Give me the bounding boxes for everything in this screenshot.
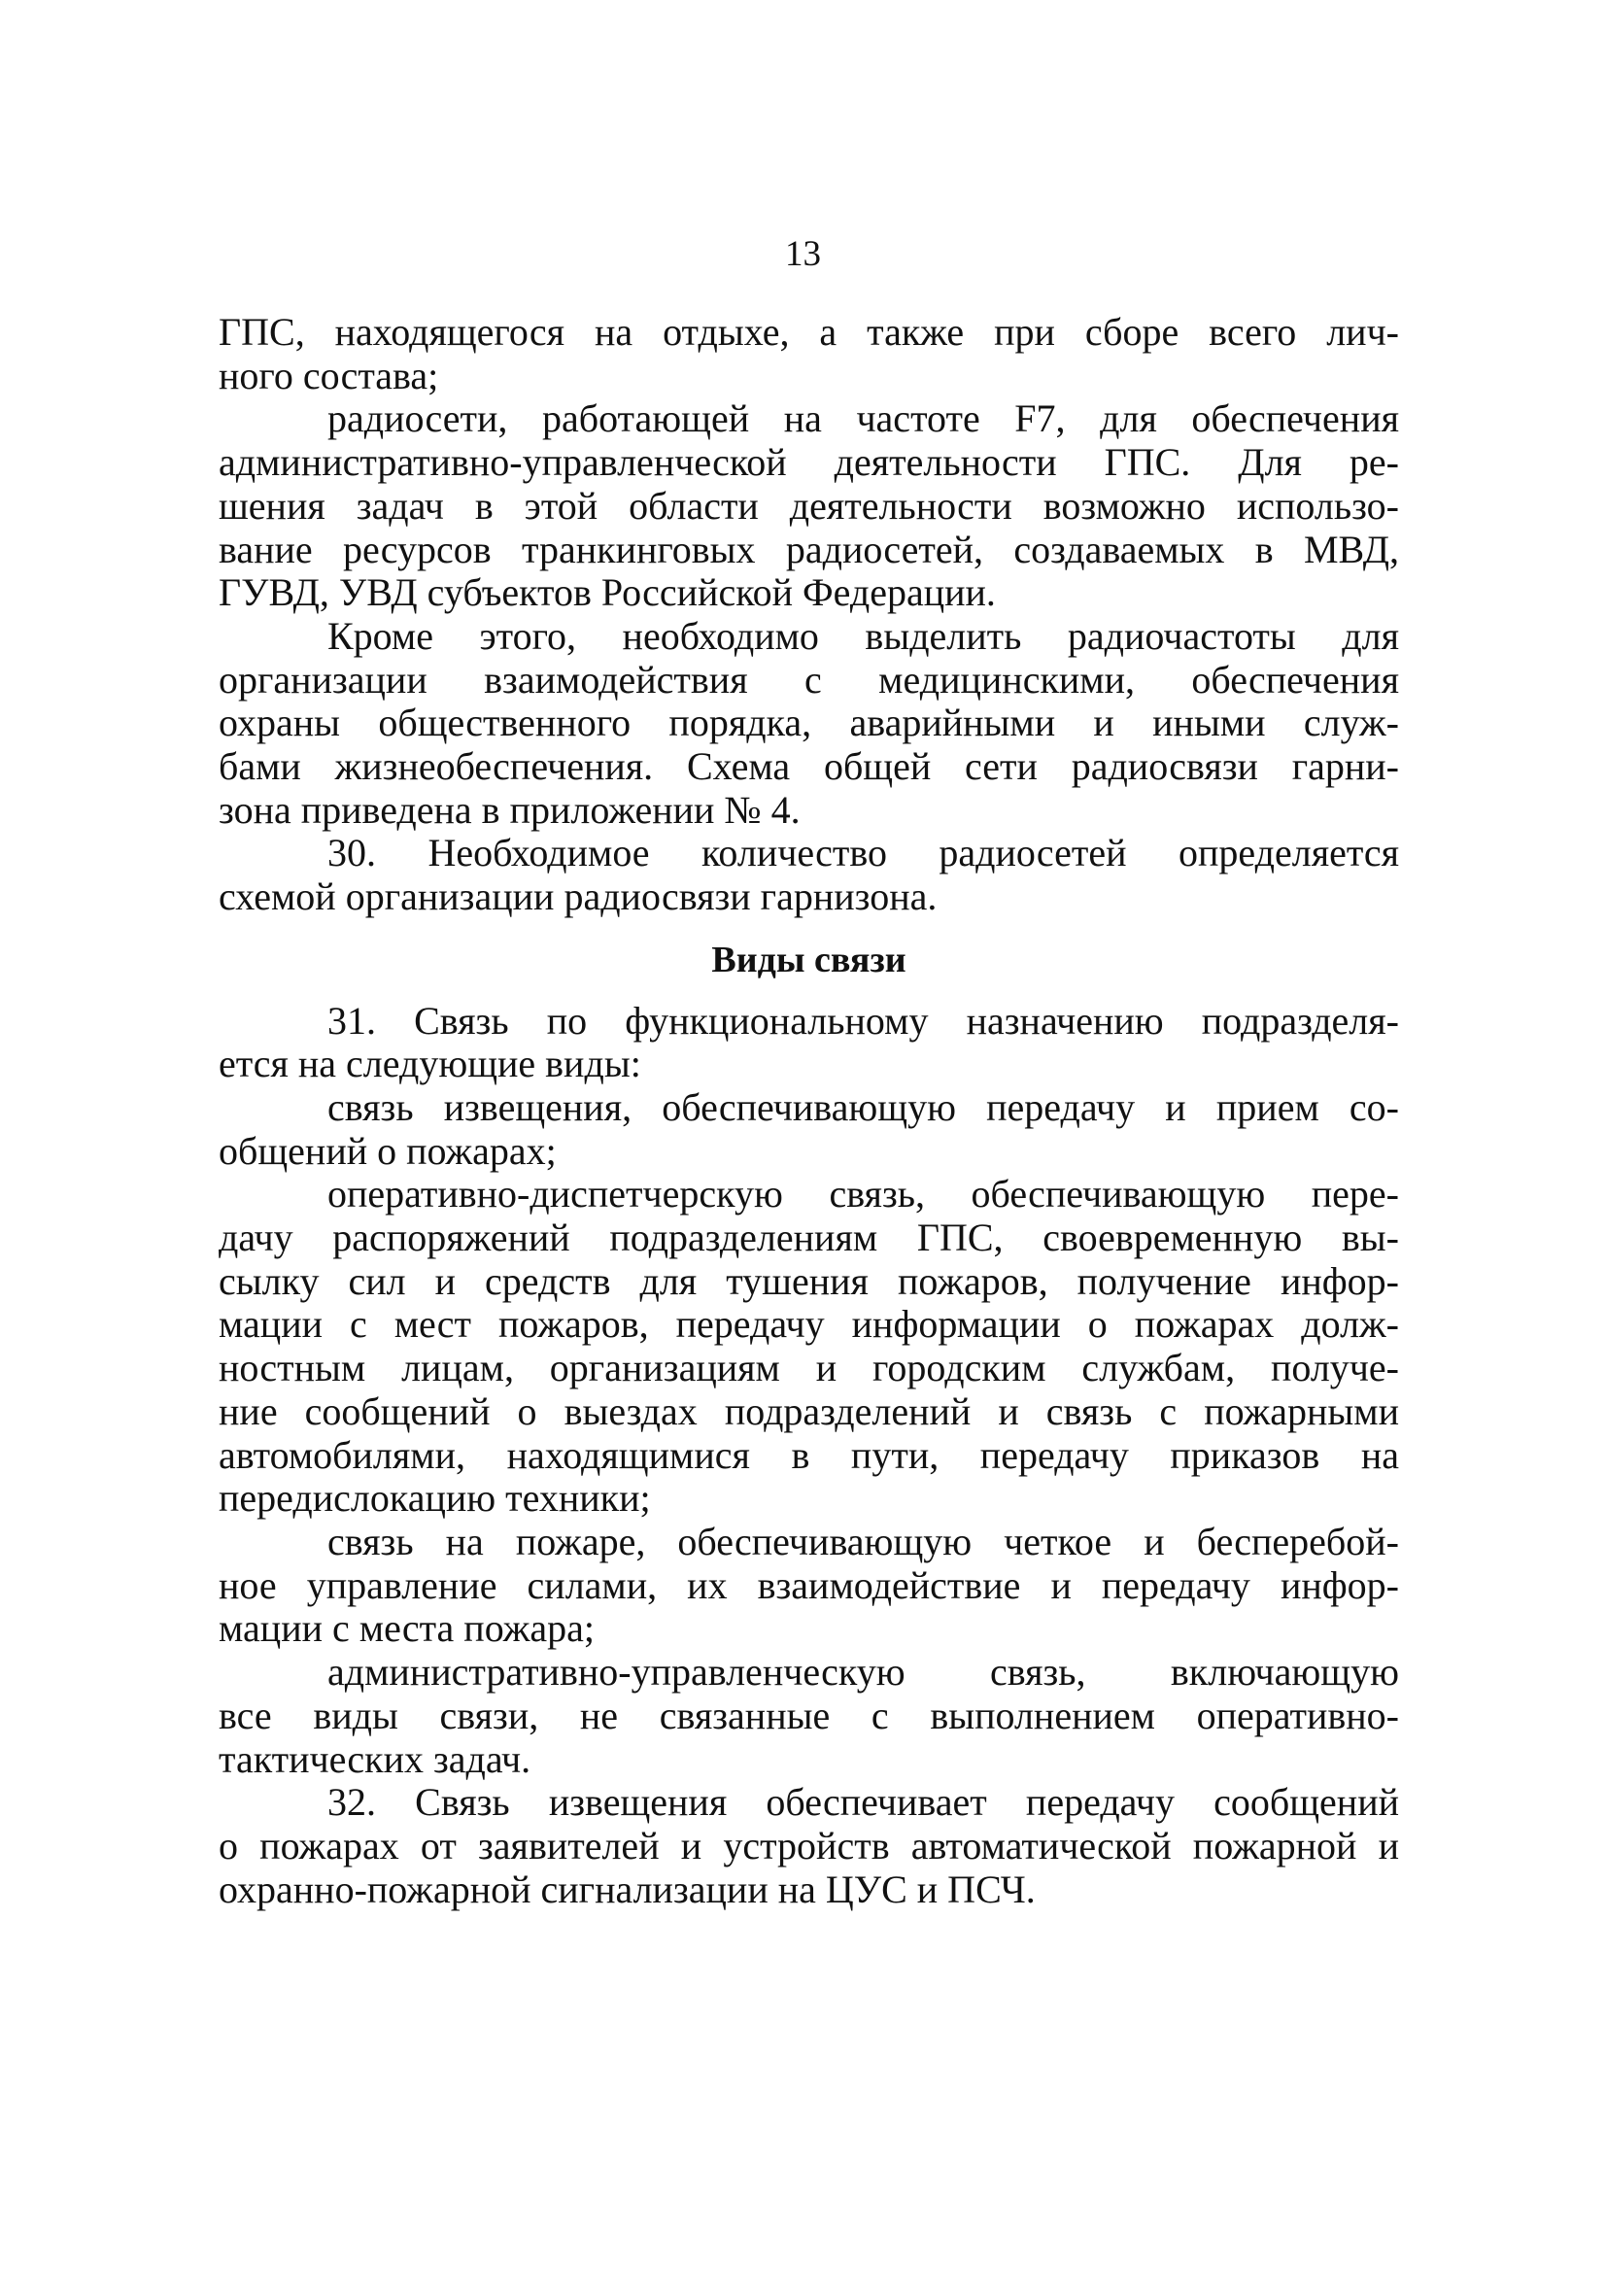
text-line: зона приведена в приложении № 4.	[219, 787, 801, 832]
text-line: 31. Связь по функциональному назначению подразделя-	[327, 998, 1399, 1043]
text-line: связь извещения, обеспечивающую передачу и прием со-	[327, 1084, 1399, 1129]
text-line: охранно-пожарной сигнализации на ЦУС и ПСЧ.	[219, 1867, 1036, 1911]
text-line: 32. Связь извещения обеспечивает передачу сообщений	[327, 1780, 1399, 1825]
text-line: о пожарах от заявителей и устройств автоматической пожарной и	[219, 1823, 1399, 1868]
text-line: 30. Необходимое количество радиосетей определяется	[327, 831, 1399, 875]
text-line: оперативно-диспетчерскую связь, обеспечивающую пере-	[327, 1172, 1399, 1217]
text-line: мации с места пожара;	[219, 1606, 595, 1651]
text-line: ние сообщений о выездах подразделений и связь с пожарными	[219, 1388, 1399, 1433]
text-line: административно-управленческую связь, включающую	[327, 1650, 1399, 1695]
text-line: ГПС, находящегося на отдыхе, а также при сборе всего лич-	[219, 310, 1399, 354]
text-line: мации с мест пожаров, передачу информации о пожарах долж-	[219, 1302, 1399, 1347]
text-line: радиосети, работающей на частоте F7, для обеспечения	[327, 396, 1399, 441]
text-line: схемой организации радиосвязи гарнизона.	[219, 874, 938, 919]
page-number: 13	[785, 234, 821, 274]
text-line: все виды связи, не связанные с выполнением оперативно-	[219, 1693, 1399, 1737]
text-line: передислокацию техники;	[219, 1476, 651, 1521]
text-line: административно-управленческой деятельности ГПС. Для ре-	[219, 440, 1399, 485]
text-line: ное управление силами, их взаимодействие и передачу инфор-	[219, 1562, 1399, 1607]
text-line: автомобилями, находящимися в пути, передачу приказов на	[219, 1432, 1399, 1477]
text-line: общений о пожарах;	[219, 1128, 557, 1173]
document-body	[219, 311, 1399, 1911]
text-line: ностным лицам, организациям и городским службам, получе-	[219, 1346, 1399, 1390]
text-line: ного состава;	[219, 353, 439, 397]
text-line: тактических задач.	[219, 1736, 531, 1781]
text-line: сылку сил и средств для тушения пожаров, получение инфор-	[219, 1258, 1399, 1303]
text-line: ется на следующие виды:	[219, 1042, 641, 1086]
text-line: ГУВД, УВД субъектов Российской Федерации.	[219, 570, 996, 615]
text-line: организации взаимодействия с медицинскими, обеспечения	[219, 657, 1399, 702]
text-line: шения задач в этой области деятельности возможно использо-	[219, 483, 1399, 528]
text-line: Кроме этого, необходимо выделить радиочастоты для	[327, 613, 1399, 658]
text-line: охраны общественного порядка, аварийными и иными служ-	[219, 701, 1399, 745]
section-heading: Виды связи	[711, 939, 906, 980]
text-line: дачу распоряжений подразделениям ГПС, своевременную вы-	[219, 1216, 1399, 1260]
text-line: бами жизнеобеспечения. Схема общей сети радиосвязи гарни-	[219, 744, 1399, 789]
text-line: вание ресурсов транкинговых радиосетей, создаваемых в МВД,	[219, 527, 1399, 571]
text-line: связь на пожаре, обеспечивающую четкое и бесперебой-	[327, 1519, 1399, 1563]
